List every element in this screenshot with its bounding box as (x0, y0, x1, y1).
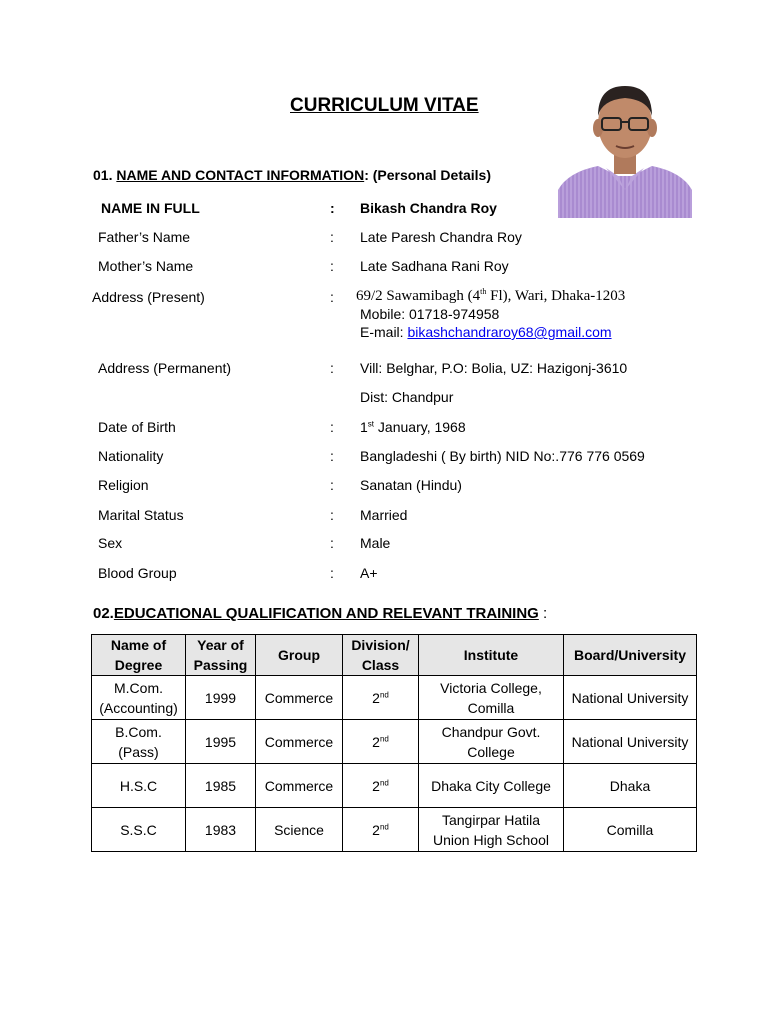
section-1-suffix: : (Personal Details) (364, 167, 492, 183)
marital-label: Marital Status (98, 507, 184, 523)
section-2-suffix: : (538, 605, 548, 622)
cell-group: Commerce (256, 764, 343, 808)
cell-year: 1985 (186, 764, 256, 808)
cell-institute: Victoria College, Comilla (419, 676, 564, 720)
cell-board: National University (564, 676, 697, 720)
cell-degree: M.Com. (Accounting) (92, 676, 186, 720)
education-table (91, 634, 697, 852)
address-permanent-line1: Vill: Belghar, P.O: Bolia, UZ: Hazigonj-3610 (360, 360, 628, 376)
dob-colon: : (330, 419, 334, 435)
cell-division: 2nd (343, 720, 419, 764)
address-present-label: Address (Present) (92, 289, 205, 305)
col-header-division: Division/ Class (343, 635, 419, 676)
father-label: Father’s Name (98, 229, 191, 245)
section-2-title: EDUCATIONAL QUALIFICATION AND RELEVANT TRAINING (113, 605, 539, 622)
mother-colon: : (330, 258, 334, 274)
table-row (92, 676, 697, 720)
cell-degree: H.S.C (92, 764, 186, 808)
nationality-value: Bangladeshi ( By birth) NID No:.776 776 0569 (360, 448, 645, 464)
name-value: Bikash Chandra Roy (360, 200, 497, 216)
table-row (92, 720, 697, 764)
section-2-number: 02. (93, 605, 114, 622)
address-present-sup: th (480, 287, 487, 296)
dob-label: Date of Birth (98, 419, 176, 435)
sex-colon: : (330, 535, 334, 551)
address-permanent-line2: Dist: Chandpur (360, 389, 454, 405)
document-title: CURRICULUM VITAE (290, 95, 479, 116)
dob-rest: January, 1968 (374, 419, 466, 435)
address-permanent-label: Address (Permanent) (98, 360, 232, 376)
blood-group-colon: : (330, 565, 334, 581)
mother-value: Late Sadhana Rani Roy (360, 258, 509, 274)
sex-value: Male (360, 535, 391, 551)
col-header-group: Group (256, 635, 343, 676)
blood-group-value: A+ (360, 565, 378, 581)
religion-label: Religion (98, 477, 149, 493)
mother-label: Mother’s Name (98, 258, 194, 274)
cell-division: 2nd (343, 676, 419, 720)
nationality-colon: : (330, 448, 334, 464)
profile-photo (558, 72, 692, 218)
section-1-number: 01. (93, 167, 113, 183)
email-row (360, 324, 612, 340)
nationality-label: Nationality (98, 448, 164, 464)
mobile-value: Mobile: 01718-974958 (360, 306, 500, 322)
cell-board: Comilla (564, 808, 697, 852)
cell-year: 1995 (186, 720, 256, 764)
cell-degree: B.Com. (Pass) (92, 720, 186, 764)
name-colon: : (330, 200, 335, 216)
education-header-row (92, 635, 697, 676)
address-present-value (356, 288, 625, 305)
col-header-institute: Institute (419, 635, 564, 676)
dob-value (360, 419, 466, 435)
cell-group: Commerce (256, 720, 343, 764)
address-present-post: Fl), Wari, Dhaka-1203 (486, 288, 626, 304)
table-row (92, 764, 697, 808)
marital-colon: : (330, 507, 334, 523)
table-row (92, 808, 697, 852)
cell-division: 2nd (343, 808, 419, 852)
sex-label: Sex (98, 535, 123, 551)
cell-degree: S.S.C (92, 808, 186, 852)
religion-value: Sanatan (Hindu) (360, 477, 462, 493)
father-colon: : (330, 229, 334, 245)
address-permanent-colon: : (330, 360, 334, 376)
dob-sup: st (367, 419, 375, 429)
cell-year: 1983 (186, 808, 256, 852)
portrait-image (558, 72, 692, 218)
cell-group: Commerce (256, 676, 343, 720)
religion-colon: : (330, 477, 334, 493)
name-label: NAME IN FULL (101, 200, 200, 216)
col-header-degree: Name of Degree (92, 635, 186, 676)
dob-day: 1 (360, 419, 368, 435)
blood-group-label: Blood Group (98, 565, 177, 581)
address-present-colon: : (330, 289, 334, 305)
email-link[interactable]: bikashchandraroy68@gmail.com (407, 324, 612, 340)
marital-value: Married (360, 507, 408, 523)
cell-year: 1999 (186, 676, 256, 720)
section-1-title: NAME AND CONTACT INFORMATION (116, 167, 365, 183)
col-header-board: Board/University (564, 635, 697, 676)
cell-board: Dhaka (564, 764, 697, 808)
section-2-heading (93, 605, 547, 622)
col-header-year: Year of Passing (186, 635, 256, 676)
cell-division: 2nd (343, 764, 419, 808)
email-label: E-mail: (360, 324, 408, 340)
cell-institute: Chandpur Govt. College (419, 720, 564, 764)
section-1-heading (93, 167, 491, 183)
cell-institute: Tangirpar Hatila Union High School (419, 808, 564, 852)
cell-institute: Dhaka City College (419, 764, 564, 808)
father-value: Late Paresh Chandra Roy (360, 229, 522, 245)
cell-board: National University (564, 720, 697, 764)
cell-group: Science (256, 808, 343, 852)
address-present-pre: 69/2 Sawamibagh (4 (356, 288, 481, 304)
